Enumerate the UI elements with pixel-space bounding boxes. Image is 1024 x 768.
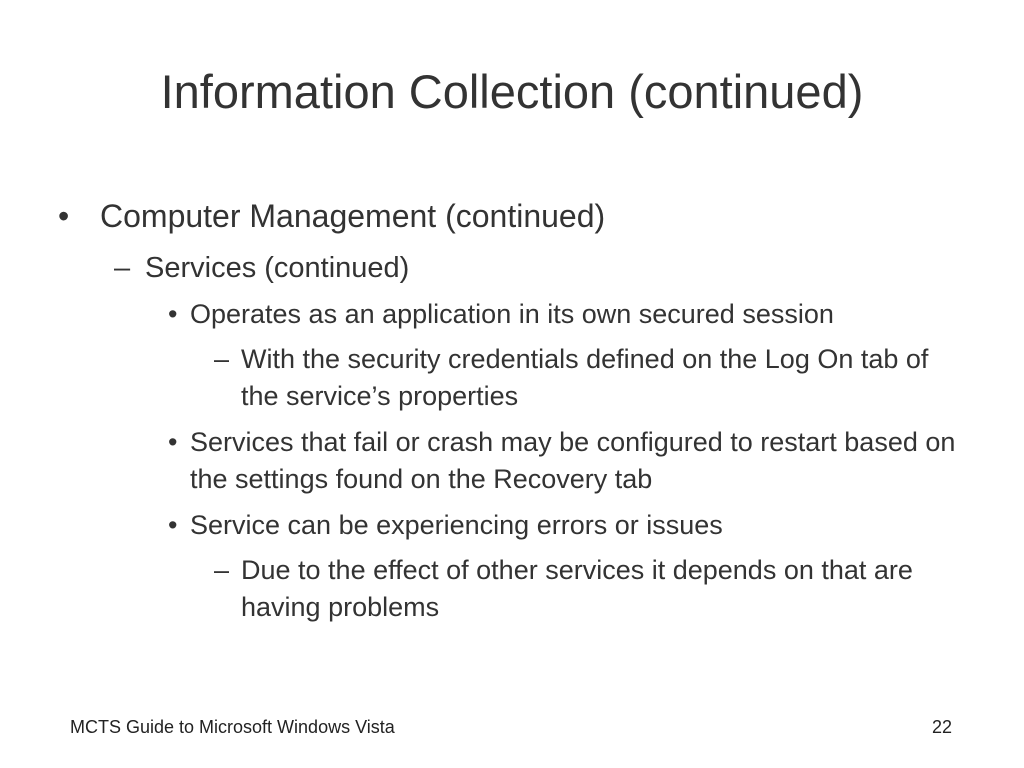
bullet-marker: • [168,510,178,540]
footer-course-title: MCTS Guide to Microsoft Windows Vista [70,717,395,737]
bullet-text: Services that fail or crash may be configured to restart based on the settings found on the Recovery tab [190,427,956,494]
bullet-text: Service can be experiencing errors or issues [190,510,723,540]
sub-item-text: Due to the effect of other services it depends on that are having problems [241,555,913,622]
sub-item-3 [214,552,986,626]
sub-item-2 [214,341,966,415]
bullet-item-3 [168,424,960,498]
bullet-text: Computer Management (continued) [100,198,606,234]
dash-marker: – [214,555,230,585]
sub-item-text: Services (continued) [145,252,410,284]
bullet-text: Operates as an application in its own secured session [190,299,834,329]
bullet-marker: • [168,299,178,329]
dash-marker: – [114,252,131,284]
bullet-item-1 [58,197,1000,235]
slide-title: Information Collection (continued) [160,65,864,118]
sub-item-1 [114,250,1005,286]
bullet-marker: • [168,427,178,457]
bullet-item-2 [168,296,990,333]
slide-number: 22 [931,717,952,737]
bullet-item-4 [168,507,990,544]
bullet-marker: • [58,198,70,234]
sub-item-text: With the security credentials defined on the Log On tab of the service’s properties [241,344,929,411]
dash-marker: – [214,344,230,374]
